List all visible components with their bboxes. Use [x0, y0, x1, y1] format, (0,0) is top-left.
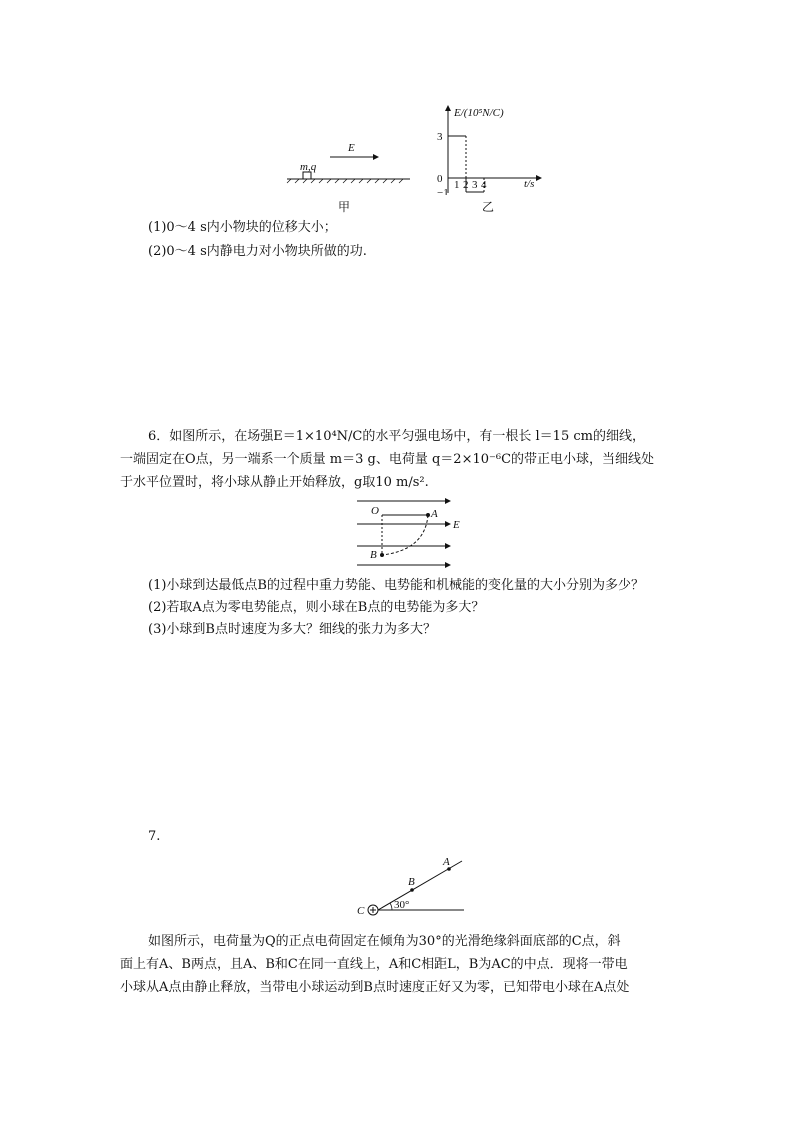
chart-marks: [437, 131, 487, 195]
q6-sub3: (3)小球到B点时速度为多大？细线的张力为多大？: [148, 622, 436, 637]
y-tick-label: −1: [437, 187, 449, 195]
x-tick-label: 4: [481, 179, 487, 191]
y-tick-label: 0: [437, 173, 443, 185]
label-a: A: [431, 508, 438, 520]
point-b: [410, 888, 414, 892]
q7-number: 7.: [148, 829, 161, 844]
figure-yi-chart: [430, 103, 548, 195]
field-arrowheads: [445, 498, 451, 568]
y-axis-arrowhead: [445, 105, 451, 111]
angle-arc: [390, 903, 392, 910]
label-b: B: [408, 876, 415, 888]
q7-text-line2: 面上有A、B两点，且A、B和C在同一直线上，A和C相距L，B为AC的中点．现将一带电: [120, 957, 628, 972]
figure-q6: [355, 495, 470, 570]
label-c: C: [357, 905, 365, 917]
block-label: m,q: [300, 161, 317, 173]
label-b: B: [370, 549, 377, 561]
ball-a: [426, 513, 430, 517]
q6-text-line2: 一端固定在O点，另一端系一个质量 m＝3 g、电荷量 q＝2×10⁻⁶C的带正电小球，当细线处: [120, 452, 655, 467]
label-a: A: [443, 856, 450, 868]
label-e: E: [453, 519, 460, 531]
x-axis-label: t/s: [524, 178, 535, 190]
label-o: O: [371, 505, 379, 517]
q6-sub2: (2)若取A点为零电势能点，则小球在B点的电势能为多大？: [148, 600, 485, 615]
q6-text-line3: 于水平位置时，将小球从静止开始释放，g取10 m/s².: [120, 475, 429, 490]
ball-b: [380, 553, 384, 557]
q7-text-line1: 如图所示，电荷量为Q的正点电荷固定在倾角为30°的光滑绝缘斜面底部的C点，斜: [148, 934, 621, 949]
x-tick-label: 1: [454, 179, 460, 191]
figure-yi-caption: 乙: [482, 200, 495, 214]
field-label: E: [348, 142, 355, 154]
q6-text-line1: 6．如图所示，在场强E＝1×10⁴N/C的水平匀强电场中，有一根长 l＝15 cm的细线，: [148, 429, 645, 444]
q5-sub2: (2)0～4 s内静电力对小物块所做的功.: [148, 244, 367, 259]
figure-q7: [352, 852, 472, 922]
figure-jia: [285, 138, 415, 188]
q6-sub1: (1)小球到达最低点B的过程中重力势能、电势能和机械能的变化量的大小分别为多少？: [148, 578, 644, 593]
y-axis-label: E/(10⁵N/C): [454, 107, 504, 119]
x-tick-label: 2: [463, 179, 469, 191]
x-tick-label: 3: [472, 179, 478, 191]
y-tick-label: 3: [437, 131, 443, 143]
small-block: [303, 172, 311, 179]
x-axis-arrowhead: [536, 175, 542, 181]
ground-hatch: [287, 179, 403, 183]
angle-label: 30°: [394, 899, 410, 911]
q5-sub1: (1)0～4 s内小物块的位移大小；: [148, 220, 337, 235]
field-arrowhead: [373, 154, 379, 160]
q7-text-line3: 小球从A点由静止释放，当带电小球运动到B点时速度正好又为零，已知带电小球在A点处: [120, 980, 630, 995]
figure-jia-caption: 甲: [338, 200, 351, 214]
trajectory-arc: [382, 515, 428, 555]
